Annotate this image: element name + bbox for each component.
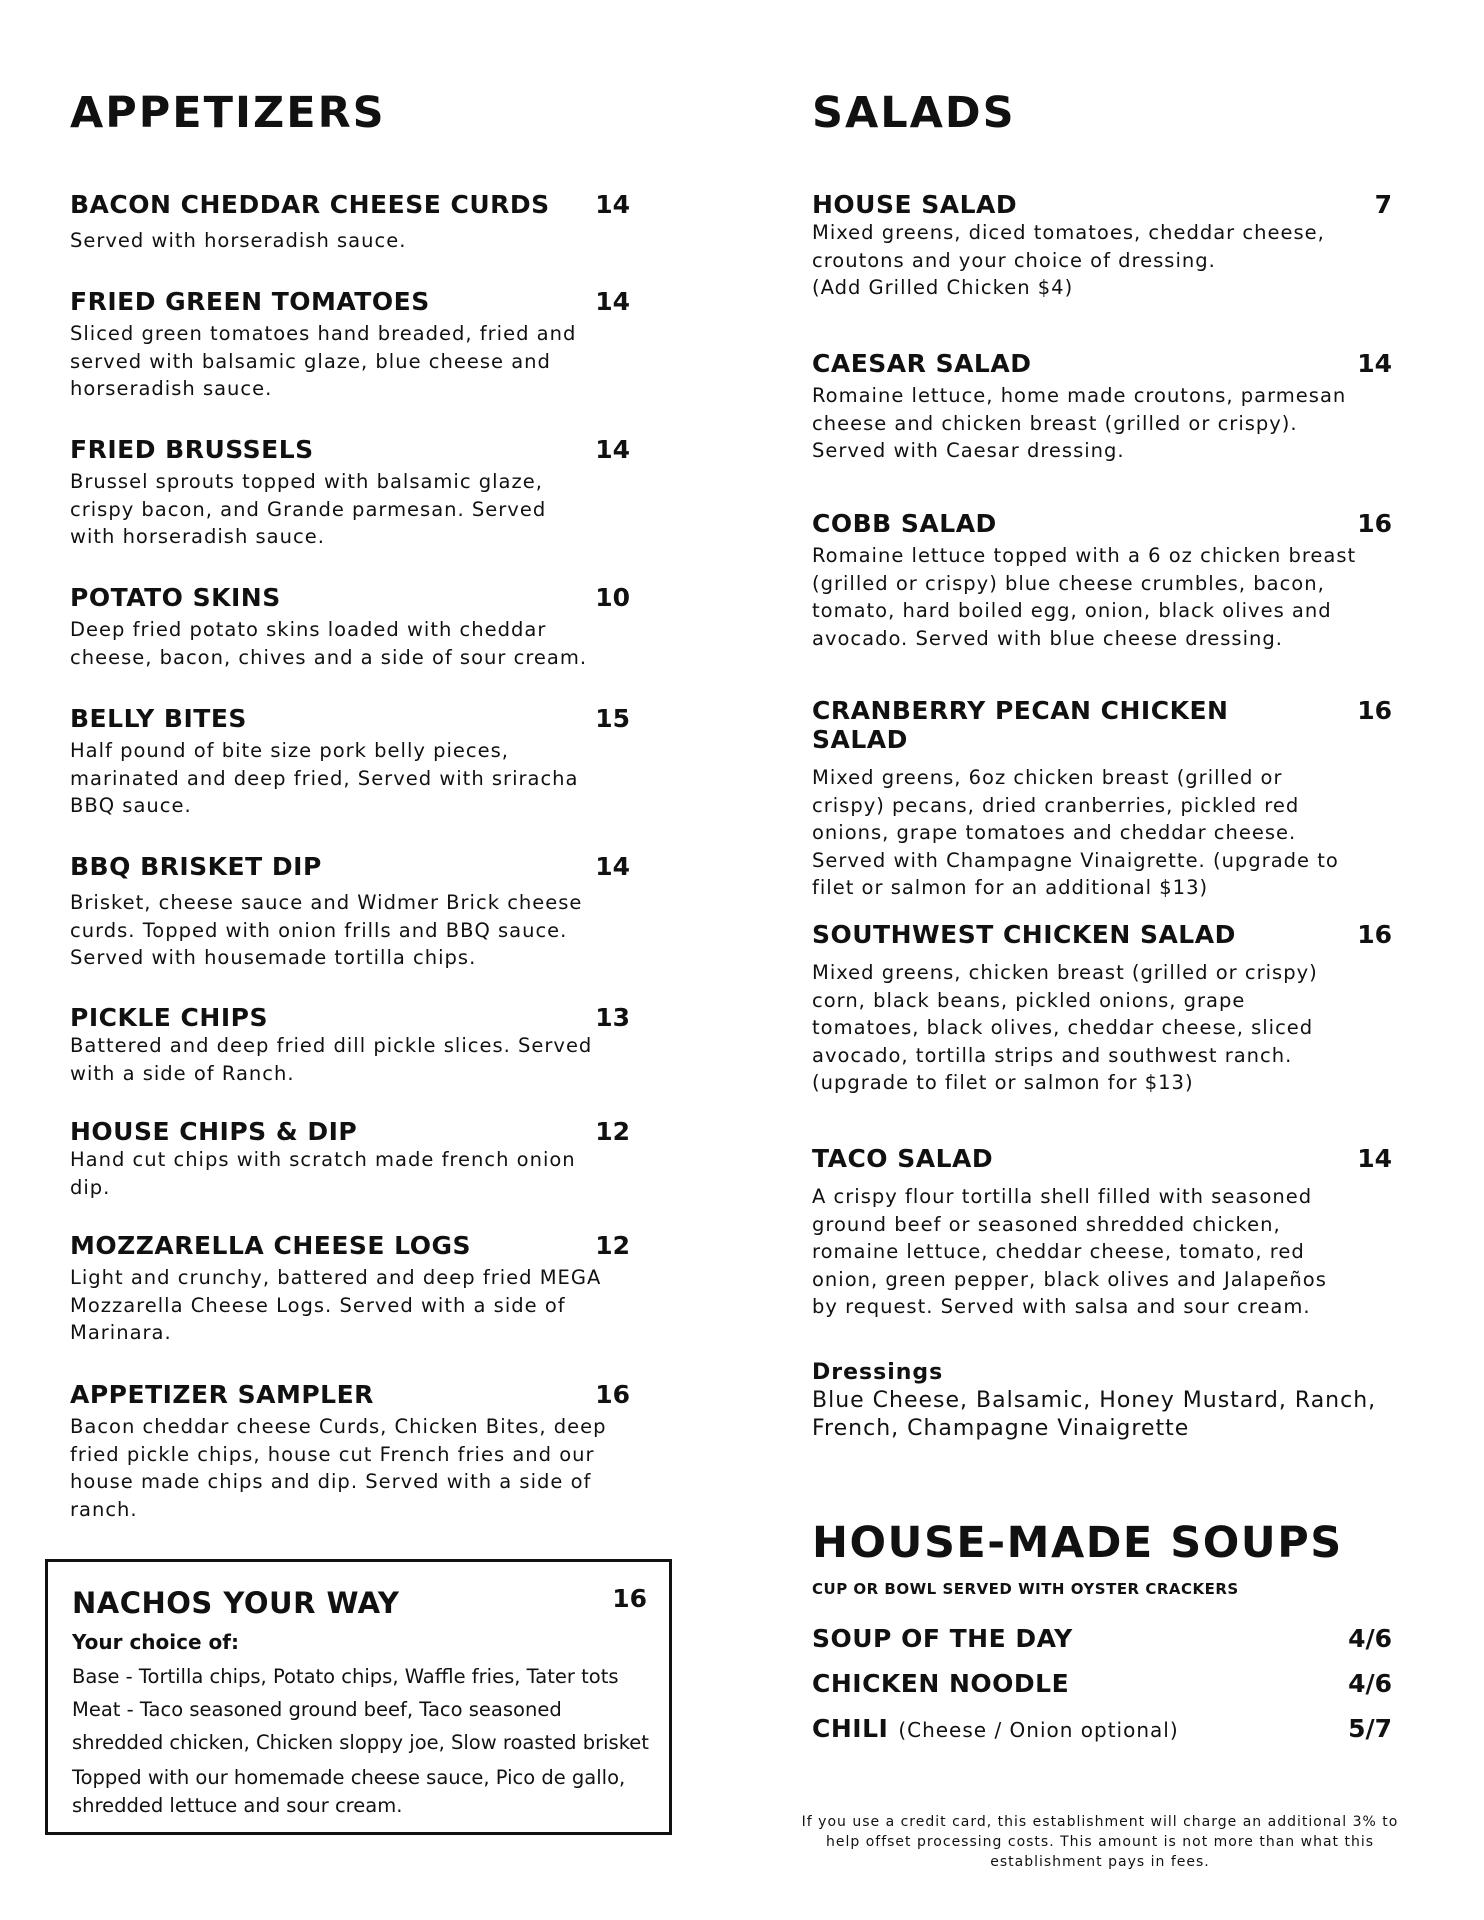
credit-card-footnote: If you use a credit card, this establishment will charge an additional 3% to help offset processing costs. This amount is not more than what this establishment pays in fees. (801, 1814, 1399, 1870)
soup-row (812, 1714, 1392, 1748)
menu-item (812, 920, 1392, 1097)
menu-item (70, 435, 650, 551)
item-name: POTATO SKINS (70, 583, 281, 612)
nachos-choices: Base - Tortilla chips, Potato chips, Waffle fries, Tater tots Meat - Taco seasoned ground beef, Taco seasoned shredded chicken, Chicken sloppy joe, Slow roasted brisket (72, 1665, 649, 1754)
item-name: BBQ BRISKET DIP (70, 852, 322, 881)
item-description: Brussel sprouts topped with balsamic glaze, crispy bacon, and Grande parmesan. Served with horseradish sauce. (70, 470, 547, 548)
menu-item (70, 704, 650, 820)
salads-title: SALADS (812, 88, 1016, 138)
item-name: BELLY BITES (70, 704, 247, 733)
item-price: 14 (595, 435, 630, 464)
nachos-subtitle: Your choice of: (72, 1630, 239, 1654)
soups-subtitle: CUP OR BOWL SERVED WITH OYSTER CRACKERS (812, 1580, 1239, 1598)
item-price: 16 (595, 1380, 630, 1409)
soup-name: CHICKEN NOODLE (812, 1669, 1070, 1698)
item-name: HOUSE CHIPS & DIP (70, 1117, 358, 1146)
soup-name: SOUP OF THE DAY (812, 1624, 1073, 1653)
menu-item (812, 190, 1392, 302)
item-description: Brisket, cheese sauce and Widmer Brick cheese curds. Topped with onion frills and BBQ sauce. Served with housemade tortilla chips. (70, 891, 583, 969)
item-description: Hand cut chips with scratch made french onion dip. (70, 1148, 576, 1199)
item-description: Battered and deep fried dill pickle slices. Served with a side of Ranch. (70, 1034, 593, 1085)
nachos-price: 16 (612, 1584, 647, 1613)
nachos-title: NACHOS YOUR WAY (72, 1586, 400, 1620)
item-price: 12 (595, 1117, 630, 1146)
item-price: 16 (1357, 696, 1392, 725)
item-name: SOUTHWEST CHICKEN SALAD (812, 920, 1236, 949)
appetizers-title: APPETIZERS (70, 88, 386, 138)
menu-item (812, 509, 1392, 652)
item-price: 16 (1357, 509, 1392, 538)
item-description: Deep fried potato skins loaded with cheddar cheese, bacon, chives and a side of sour cream. (70, 618, 588, 669)
item-description: Romaine lettuce topped with a 6 oz chicken breast (grilled or crispy) blue cheese crumbles, bacon, tomato, hard boiled egg, onion, black olives and avocado. Served with blue cheese dressing. (812, 544, 1357, 650)
menu-item (70, 852, 650, 972)
item-price: 15 (595, 704, 630, 733)
item-price: 13 (595, 1003, 630, 1032)
menu-item (70, 583, 650, 671)
menu-item (70, 1380, 650, 1523)
item-name: FRIED BRUSSELS (70, 435, 314, 464)
item-price: 14 (595, 190, 630, 219)
nachos-box (45, 1559, 672, 1835)
dressings-label: Dressings (812, 1360, 944, 1385)
item-description: Served with horseradish sauce. (70, 229, 407, 252)
item-description: Half pound of bite size pork belly pieces, marinated and deep fried, Served with sriracha BBQ sauce. (70, 739, 579, 817)
item-description: Light and crunchy, battered and deep fried MEGA Mozzarella Cheese Logs. Served with a side of Marinara. (70, 1266, 602, 1344)
menu-item (812, 1144, 1392, 1321)
item-name: MOZZARELLA CHEESE LOGS (70, 1231, 472, 1260)
soup-price: 5/7 (1348, 1714, 1392, 1743)
item-name: TACO SALAD (812, 1144, 994, 1173)
item-price: 7 (1374, 190, 1392, 219)
item-price: 14 (1357, 1144, 1392, 1173)
item-name: CAESAR SALAD (812, 349, 1032, 378)
soup-price: 4/6 (1348, 1624, 1392, 1653)
menu-item (70, 287, 650, 403)
menu-item (812, 696, 1392, 902)
item-price: 14 (595, 852, 630, 881)
item-description: Sliced green tomatoes hand breaded, fried and served with balsamic glaze, blue cheese and horseradish sauce. (70, 322, 577, 400)
item-price: 12 (595, 1231, 630, 1260)
soup-name: CHILI (812, 1714, 889, 1743)
menu-item (70, 1003, 650, 1087)
item-description: Mixed greens, 6oz chicken breast (grilled or crispy) pecans, dried cranberries, pickled red onions, grape tomatoes and cheddar cheese. Served with Champagne Vinaigrette. (upgrade to filet or salmon for an additional $13) (812, 766, 1339, 899)
item-price: 16 (1357, 920, 1392, 949)
item-name: HOUSE SALAD (812, 190, 1018, 219)
item-description: Romaine lettuce, home made croutons, parmesan cheese and chicken breast (grilled or crispy). Served with Caesar dressing. (812, 384, 1347, 462)
soup-row (812, 1624, 1392, 1658)
item-description: A crispy flour tortilla shell filled with seasoned ground beef or seasoned shredded chicken, romaine lettuce, cheddar cheese, tomato, red onion, green pepper, black olives and Jalapeños by request. Served with salsa and sour cream. (812, 1185, 1327, 1318)
item-description: Mixed greens, diced tomatoes, cheddar cheese, croutons and your choice of dressing. (Add Grilled Chicken $4) (812, 221, 1325, 299)
item-price: 10 (595, 583, 630, 612)
soup-note: (Cheese / Onion optional) (898, 1718, 1179, 1742)
dressings-list: Blue Cheese, Balsamic, Honey Mustard, Ranch, French, Champagne Vinaigrette (812, 1388, 1377, 1441)
soup-price: 4/6 (1348, 1669, 1392, 1698)
soup-row (812, 1669, 1392, 1703)
item-name: COBB SALAD (812, 509, 997, 538)
nachos-topping: Topped with our homemade cheese sauce, Pico de gallo, shredded lettuce and sour cream. (72, 1766, 626, 1817)
item-name: PICKLE CHIPS (70, 1003, 268, 1032)
item-price: 14 (1357, 349, 1392, 378)
item-name: APPETIZER SAMPLER (70, 1380, 374, 1409)
item-price: 14 (595, 287, 630, 316)
menu-item (70, 1231, 650, 1347)
soups-title: HOUSE-MADE SOUPS (812, 1518, 1343, 1568)
item-name: CRANBERRY PECAN CHICKEN SALAD (812, 696, 1229, 754)
item-name: FRIED GREEN TOMATOES (70, 287, 430, 316)
item-description: Bacon cheddar cheese Curds, Chicken Bites, deep fried pickle chips, house cut French fries and our house made chips and dip. Served with a side of ranch. (70, 1415, 607, 1521)
menu-item (70, 1117, 650, 1201)
item-name: BACON CHEDDAR CHEESE CURDS (70, 190, 550, 219)
menu-item (812, 349, 1392, 465)
item-description: Mixed greens, chicken breast (grilled or crispy) corn, black beans, pickled onions, grape tomatoes, black olives, cheddar cheese, sliced avocado, tortilla strips and southwest ranch. (upgrade to filet or salmon for $13) (812, 961, 1318, 1094)
menu-item (70, 190, 650, 255)
